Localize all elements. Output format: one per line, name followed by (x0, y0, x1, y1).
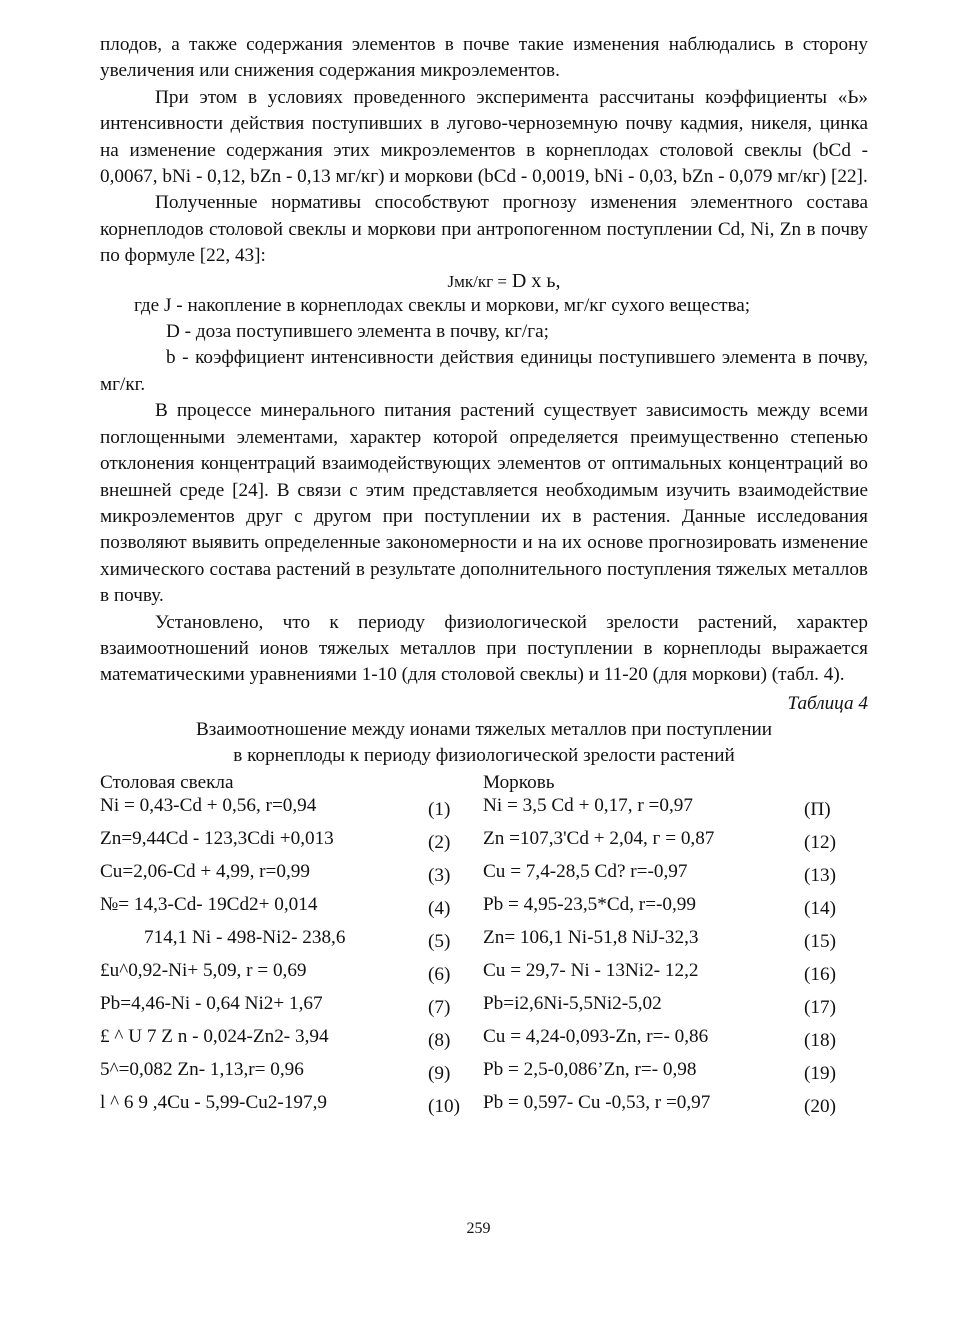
paragraph-2: При этом в условиях проведенного эксперимента рассчитаны коэффициенты «Ь» интенсивности действия поступивших в лугово-черноземную почву кадмия, никеля, цинка на изменение содержания этих микроэлементов в корнеплодах столовой свеклы (bCd - 0,0067, bNi - 0,12, bZn - 0,13 мг/кг) и моркови (bCd - 0,0019, bNi - 0,03, bZn - 0,079 мг/кг) [22]. (100, 86, 868, 188)
table-row (100, 1092, 868, 1124)
table-row (100, 861, 868, 893)
paragraph-4: В процессе минерального питания растений существует зависимость между всеми поглощенными элементами, характер которой определяется преимущественно степенью отклонения концентраций взаимодействующих элементов от оптимальных концентраций во внешней среде [24]. В связи с этим представляется необходимым изучить взаимодействие микроэлементов друг с другом при поступлении их в растения. Данные исследования позволяют выявить определенные закономерности и на их основе прогнозировать изменение химического состава растений в результате дополнительного поступления тяжелых металлов в почву. (100, 400, 868, 607)
beet-equation: Ni = 0,43-Cd + 0,56, r=0,94 (100, 794, 317, 816)
carrot-equation-number: (17) (804, 996, 836, 1018)
beet-equation: Zn=9,44Cd - 123,3Cdi +0,013 (100, 827, 334, 849)
beet-equation: £ ^ U 7 Z n - 0,024-Zn2- 3,94 (100, 1025, 329, 1047)
beet-equation-number: (10) (428, 1095, 460, 1117)
carrot-equation: Pb = 2,5-0,086’Zn, r=- 0,98 (483, 1058, 697, 1080)
beet-equation: Pb=4,46-Ni - 0,64 Ni2+ 1,67 (100, 992, 323, 1014)
carrot-equation-number: (16) (804, 963, 836, 985)
definition-j: где J - накопление в корнеплодах свеклы и моркови, мг/кг сухого вещества; (134, 294, 751, 316)
carrot-equation-number: (20) (804, 1095, 836, 1117)
left-column-header: Столовая свекла (100, 771, 234, 793)
carrot-equation-number: (П) (804, 798, 831, 820)
carrot-equation-number: (18) (804, 1029, 836, 1051)
beet-equation-number: (4) (428, 897, 451, 919)
beet-equation-number: (5) (428, 930, 451, 952)
beet-equation: Cu=2,06-Cd + 4,99, r=0,99 (100, 860, 310, 882)
beet-equation-number: (7) (428, 996, 451, 1018)
table-title-line-1: Взаимоотношение между ионами тяжелых металлов при поступлении (195, 718, 773, 740)
beet-equation: 5^=0,082 Zn- 1,13,r= 0,96 (100, 1058, 304, 1080)
beet-equation: £u^0,92-Ni+ 5,09, r = 0,69 (100, 959, 307, 981)
carrot-equation: Cu = 4,24-0,093-Zn, r=- 0,86 (483, 1025, 709, 1047)
table-label: Таблица 4 (787, 692, 868, 714)
beet-equation: l ^ 6 9 ,4Cu - 5,99-Cu2-197,9 (100, 1091, 327, 1113)
carrot-equation-number: (13) (804, 864, 836, 886)
table-row (100, 1059, 868, 1091)
beet-equation-number: (3) (428, 864, 451, 886)
carrot-equation: Ni = 3,5 Cd + 0,17, r =0,97 (483, 794, 693, 816)
formula-lhs: Jмк/кг = (447, 271, 507, 291)
carrot-equation: Pb = 4,95-23,5*Cd, r=-0,99 (483, 893, 696, 915)
beet-equation: 714,1 Ni - 498-Ni2- 238,6 (144, 926, 346, 948)
table-row (100, 795, 868, 827)
table-row (100, 828, 868, 860)
table-row (100, 1026, 868, 1058)
table-row (100, 894, 868, 926)
carrot-equation: Pb = 0,597- Cu -0,53, r =0,97 (483, 1091, 711, 1113)
beet-equation: №= 14,3-Cd- 19Cd2+ 0,014 (100, 893, 318, 915)
definition-d: D - доза поступившего элемента в почву, кг/га; (166, 321, 549, 343)
equations-table (100, 771, 868, 1131)
carrot-equation: Zn =107,3'Cd + 2,04, г = 0,87 (483, 827, 715, 849)
carrot-equation: Cu = 29,7- Ni - 13Ni2- 12,2 (483, 959, 699, 981)
beet-equation-number: (2) (428, 831, 451, 853)
page-body (100, 32, 868, 1131)
paragraph-3: Полученные нормативы способствуют прогнозу изменения элементного состава корнеплодов столовой свеклы и моркови при антропогенном поступлении Cd, Ni, Zn в почву по формуле [22, 43]: (100, 192, 868, 267)
page-number: 259 (466, 1220, 491, 1237)
carrot-equation: Cu = 7,4-28,5 Cd? r=-0,97 (483, 860, 688, 882)
formula-rhs: D х ь, (506, 269, 561, 292)
definition-b: b - коэффициент интенсивности действия единицы поступившего элемента в почву, мг/кг. (100, 347, 868, 395)
right-column-header: Морковь (483, 771, 555, 793)
beet-equation-number: (8) (428, 1029, 451, 1051)
beet-equation-number: (9) (428, 1062, 451, 1084)
table-row (100, 993, 868, 1025)
carrot-equation-number: (14) (804, 897, 836, 919)
carrot-equation-number: (12) (804, 831, 836, 853)
carrot-equation: Pb=i2,6Ni-5,5Ni2-5,02 (483, 992, 662, 1014)
paragraph-1: плодов, а также содержания элементов в почве такие изменения наблюдались в сторону увеличения или снижения содержания микроэлементов. (100, 34, 868, 82)
carrot-equation: Zn= 106,1 Ni-51,8 NiJ-32,3 (483, 926, 699, 948)
beet-equation-number: (1) (428, 798, 451, 820)
carrot-equation-number: (15) (804, 930, 836, 952)
beet-equation-number: (6) (428, 963, 451, 985)
carrot-equation-number: (19) (804, 1062, 836, 1084)
table-title-line-2: в корнеплоды к периоду физиологической зрелости растений (233, 744, 735, 766)
table-row (100, 927, 868, 959)
table-row (100, 960, 868, 992)
paragraph-5: Установлено, что к периоду физиологической зрелости растений, характер взаимоотношений ионов тяжелых металлов при поступлении в корнеплоды выражается математическими уравнениями 1-10 (для столовой свеклы) и 11-20 (для моркови) (табл. 4). (100, 611, 868, 686)
formula (100, 270, 868, 293)
